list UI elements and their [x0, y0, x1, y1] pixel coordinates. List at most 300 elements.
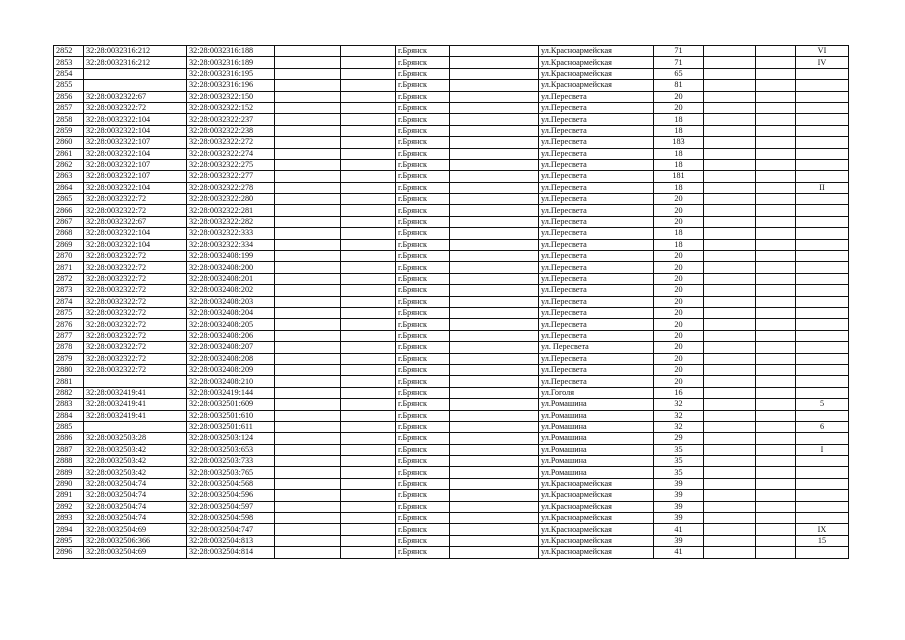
- table-row: [54, 490, 849, 501]
- table-row: [54, 159, 849, 170]
- empty-cell: [450, 46, 539, 57]
- cadastral-number-2: 32:28:0032322:280: [187, 194, 275, 205]
- empty-cell: [450, 524, 539, 535]
- cadastral-number-1: 32:28:0032504:74: [84, 501, 187, 512]
- street-cell: ул.Красноармейская: [539, 46, 654, 57]
- table-row: [54, 421, 849, 432]
- table-row: [54, 228, 849, 239]
- house-number-cell: 18: [654, 114, 704, 125]
- empty-cell: [756, 262, 796, 273]
- table-row: [54, 307, 849, 318]
- table-row: [54, 399, 849, 410]
- table-row: [54, 296, 849, 307]
- note-cell: [796, 364, 849, 375]
- empty-cell: [275, 194, 341, 205]
- cadastral-number-1: 32:28:0032322:107: [84, 159, 187, 170]
- empty-cell: [275, 421, 341, 432]
- empty-cell: [450, 399, 539, 410]
- note-cell: [796, 376, 849, 387]
- note-cell: [796, 262, 849, 273]
- empty-cell: [275, 399, 341, 410]
- empty-cell: [341, 216, 396, 227]
- empty-cell: [275, 364, 341, 375]
- house-number-cell: 18: [654, 228, 704, 239]
- empty-cell: [275, 216, 341, 227]
- empty-cell: [450, 501, 539, 512]
- note-cell: [796, 228, 849, 239]
- note-cell: [796, 330, 849, 341]
- empty-cell: [756, 467, 796, 478]
- row-number: 2879: [54, 353, 84, 364]
- city-cell: г.Брянск: [396, 421, 450, 432]
- empty-cell: [450, 285, 539, 296]
- note-cell: [796, 547, 849, 558]
- house-number-cell: 20: [654, 342, 704, 353]
- empty-cell: [704, 171, 756, 182]
- table-row: [54, 547, 849, 558]
- cadastral-number-2: 32:28:0032501:610: [187, 410, 275, 421]
- empty-cell: [450, 57, 539, 68]
- city-cell: г.Брянск: [396, 239, 450, 250]
- cadastral-number-2: 32:28:0032322:238: [187, 125, 275, 136]
- street-cell: ул.Гоголя: [539, 387, 654, 398]
- city-cell: г.Брянск: [396, 182, 450, 193]
- empty-cell: [756, 478, 796, 489]
- street-cell: ул.Пересвета: [539, 296, 654, 307]
- row-number: 2873: [54, 285, 84, 296]
- cadastral-number-2: 32:28:0032408:205: [187, 319, 275, 330]
- cadastral-number-1: 32:28:0032322:72: [84, 205, 187, 216]
- street-cell: ул.Ромашина: [539, 399, 654, 410]
- note-cell: [796, 410, 849, 421]
- row-number: 2877: [54, 330, 84, 341]
- note-cell: [796, 501, 849, 512]
- city-cell: г.Брянск: [396, 159, 450, 170]
- note-cell: [796, 478, 849, 489]
- empty-cell: [275, 251, 341, 262]
- cadastral-number-1: 32:28:0032322:72: [84, 330, 187, 341]
- empty-cell: [704, 228, 756, 239]
- cadastral-number-2: 32:28:0032408:200: [187, 262, 275, 273]
- note-cell: IV: [796, 57, 849, 68]
- empty-cell: [341, 194, 396, 205]
- empty-cell: [756, 159, 796, 170]
- cadastral-number-2: 32:28:0032322:333: [187, 228, 275, 239]
- empty-cell: [450, 478, 539, 489]
- empty-cell: [341, 319, 396, 330]
- street-cell: ул.Ромашина: [539, 433, 654, 444]
- row-number: 2880: [54, 364, 84, 375]
- empty-cell: [275, 102, 341, 113]
- row-number: 2863: [54, 171, 84, 182]
- empty-cell: [450, 137, 539, 148]
- house-number-cell: 20: [654, 319, 704, 330]
- city-cell: г.Брянск: [396, 46, 450, 57]
- house-number-cell: 41: [654, 547, 704, 558]
- house-number-cell: 18: [654, 125, 704, 136]
- city-cell: г.Брянск: [396, 91, 450, 102]
- empty-cell: [341, 490, 396, 501]
- empty-cell: [450, 410, 539, 421]
- cadastral-number-2: 32:28:0032322:274: [187, 148, 275, 159]
- empty-cell: [341, 262, 396, 273]
- empty-cell: [756, 524, 796, 535]
- empty-cell: [275, 171, 341, 182]
- table-row: [54, 80, 849, 91]
- empty-cell: [450, 148, 539, 159]
- table-row: [54, 513, 849, 524]
- empty-cell: [275, 296, 341, 307]
- note-cell: [796, 102, 849, 113]
- row-number: 2876: [54, 319, 84, 330]
- city-cell: г.Брянск: [396, 353, 450, 364]
- row-number: 2866: [54, 205, 84, 216]
- empty-cell: [704, 376, 756, 387]
- empty-cell: [275, 535, 341, 546]
- house-number-cell: 35: [654, 444, 704, 455]
- row-number: 2893: [54, 513, 84, 524]
- empty-cell: [450, 171, 539, 182]
- house-number-cell: 20: [654, 205, 704, 216]
- street-cell: ул.Красноармейская: [539, 524, 654, 535]
- table-row: [54, 467, 849, 478]
- house-number-cell: 181: [654, 171, 704, 182]
- empty-cell: [275, 46, 341, 57]
- cadastral-number-2: 32:28:0032322:152: [187, 102, 275, 113]
- cadastral-number-1: 32:28:0032504:74: [84, 490, 187, 501]
- note-cell: [796, 387, 849, 398]
- empty-cell: [756, 433, 796, 444]
- city-cell: г.Брянск: [396, 478, 450, 489]
- street-cell: ул.Красноармейская: [539, 513, 654, 524]
- street-cell: ул.Пересвета: [539, 114, 654, 125]
- empty-cell: [450, 444, 539, 455]
- empty-cell: [756, 91, 796, 102]
- empty-cell: [450, 547, 539, 558]
- row-number: 2860: [54, 137, 84, 148]
- row-number: 2881: [54, 376, 84, 387]
- house-number-cell: 16: [654, 387, 704, 398]
- empty-cell: [341, 478, 396, 489]
- empty-cell: [756, 421, 796, 432]
- empty-cell: [450, 239, 539, 250]
- cadastral-number-1: 32:28:0032322:104: [84, 114, 187, 125]
- empty-cell: [756, 46, 796, 57]
- note-cell: [796, 125, 849, 136]
- cadastral-number-2: 32:28:0032408:208: [187, 353, 275, 364]
- note-cell: [796, 159, 849, 170]
- empty-cell: [275, 273, 341, 284]
- empty-cell: [450, 319, 539, 330]
- cadastral-number-2: 32:28:0032408:199: [187, 251, 275, 262]
- cadastral-number-1: 32:28:0032504:69: [84, 547, 187, 558]
- empty-cell: [756, 80, 796, 91]
- empty-cell: [756, 68, 796, 79]
- empty-cell: [275, 353, 341, 364]
- empty-cell: [704, 399, 756, 410]
- city-cell: г.Брянск: [396, 444, 450, 455]
- cadastral-number-2: 32:28:0032503:733: [187, 456, 275, 467]
- empty-cell: [704, 307, 756, 318]
- cadastral-number-1: 32:28:0032316:212: [84, 46, 187, 57]
- note-cell: II: [796, 182, 849, 193]
- city-cell: г.Брянск: [396, 228, 450, 239]
- empty-cell: [275, 228, 341, 239]
- cadastral-number-2: 32:28:0032322:275: [187, 159, 275, 170]
- table-row: [54, 46, 849, 57]
- cadastral-number-1: 32:28:0032504:69: [84, 524, 187, 535]
- empty-cell: [756, 319, 796, 330]
- empty-cell: [450, 125, 539, 136]
- note-cell: I: [796, 444, 849, 455]
- empty-cell: [341, 125, 396, 136]
- city-cell: г.Брянск: [396, 102, 450, 113]
- empty-cell: [450, 228, 539, 239]
- table-row: [54, 535, 849, 546]
- cadastral-number-2: 32:28:0032322:272: [187, 137, 275, 148]
- empty-cell: [341, 68, 396, 79]
- empty-cell: [756, 273, 796, 284]
- note-cell: [796, 456, 849, 467]
- cadastral-number-2: 32:28:0032408:206: [187, 330, 275, 341]
- empty-cell: [450, 182, 539, 193]
- empty-cell: [704, 194, 756, 205]
- cadastral-number-2: 32:28:0032419:144: [187, 387, 275, 398]
- city-cell: г.Брянск: [396, 68, 450, 79]
- empty-cell: [756, 194, 796, 205]
- empty-cell: [341, 467, 396, 478]
- empty-cell: [704, 239, 756, 250]
- table-row: [54, 410, 849, 421]
- house-number-cell: 41: [654, 524, 704, 535]
- table-row: [54, 501, 849, 512]
- note-cell: [796, 353, 849, 364]
- street-cell: ул.Пересвета: [539, 273, 654, 284]
- empty-cell: [704, 501, 756, 512]
- empty-cell: [704, 547, 756, 558]
- note-cell: [796, 137, 849, 148]
- table-row: [54, 194, 849, 205]
- empty-cell: [341, 330, 396, 341]
- house-number-cell: 20: [654, 251, 704, 262]
- empty-cell: [756, 102, 796, 113]
- house-number-cell: 20: [654, 194, 704, 205]
- empty-cell: [704, 490, 756, 501]
- empty-cell: [704, 262, 756, 273]
- table-row: [54, 330, 849, 341]
- house-number-cell: 39: [654, 490, 704, 501]
- empty-cell: [275, 410, 341, 421]
- row-number: 2895: [54, 535, 84, 546]
- cadastral-number-2: 32:28:0032322:277: [187, 171, 275, 182]
- empty-cell: [341, 57, 396, 68]
- cadastral-number-2: 32:28:0032501:609: [187, 399, 275, 410]
- table-row: [54, 376, 849, 387]
- street-cell: ул.Красноармейская: [539, 80, 654, 91]
- cadastral-number-2: 32:28:0032503:653: [187, 444, 275, 455]
- table-row: [54, 353, 849, 364]
- empty-cell: [275, 478, 341, 489]
- row-number: 2871: [54, 262, 84, 273]
- cadastral-number-1: 32:28:0032322:72: [84, 296, 187, 307]
- cadastral-number-2: 32:28:0032504:568: [187, 478, 275, 489]
- cadastral-number-2: 32:28:0032504:747: [187, 524, 275, 535]
- row-number: 2885: [54, 421, 84, 432]
- row-number: 2886: [54, 433, 84, 444]
- row-number: 2854: [54, 68, 84, 79]
- table-row: [54, 137, 849, 148]
- empty-cell: [704, 535, 756, 546]
- row-number: 2894: [54, 524, 84, 535]
- empty-cell: [275, 490, 341, 501]
- empty-cell: [450, 342, 539, 353]
- table-row: [54, 114, 849, 125]
- empty-cell: [341, 364, 396, 375]
- street-cell: ул.Пересвета: [539, 262, 654, 273]
- empty-cell: [704, 524, 756, 535]
- cadastral-number-2: 32:28:0032503:765: [187, 467, 275, 478]
- table-row: [54, 342, 849, 353]
- empty-cell: [341, 91, 396, 102]
- street-cell: ул.Пересвета: [539, 364, 654, 375]
- empty-cell: [275, 114, 341, 125]
- empty-cell: [756, 513, 796, 524]
- row-number: 2868: [54, 228, 84, 239]
- street-cell: ул.Красноармейская: [539, 57, 654, 68]
- empty-cell: [704, 159, 756, 170]
- house-number-cell: 71: [654, 57, 704, 68]
- note-cell: [796, 319, 849, 330]
- note-cell: [796, 216, 849, 227]
- note-cell: [796, 171, 849, 182]
- empty-cell: [756, 547, 796, 558]
- cadastral-number-2: 32:28:0032408:202: [187, 285, 275, 296]
- table-row: [54, 216, 849, 227]
- cadastral-number-1: 32:28:0032506:366: [84, 535, 187, 546]
- cadastral-number-1: 32:28:0032322:72: [84, 194, 187, 205]
- empty-cell: [704, 364, 756, 375]
- cadastral-number-1: 32:28:0032322:72: [84, 262, 187, 273]
- empty-cell: [756, 342, 796, 353]
- note-cell: [796, 296, 849, 307]
- note-cell: [796, 239, 849, 250]
- cadastral-number-2: 32:28:0032322:150: [187, 91, 275, 102]
- street-cell: ул.Красноармейская: [539, 478, 654, 489]
- house-number-cell: 18: [654, 239, 704, 250]
- empty-cell: [275, 376, 341, 387]
- row-number: 2891: [54, 490, 84, 501]
- cadastral-number-2: 32:28:0032408:210: [187, 376, 275, 387]
- row-number: 2861: [54, 148, 84, 159]
- cadastral-number-1: 32:28:0032503:28: [84, 433, 187, 444]
- street-cell: ул.Пересвета: [539, 102, 654, 113]
- cadastral-number-1: [84, 376, 187, 387]
- city-cell: г.Брянск: [396, 251, 450, 262]
- cadastral-number-1: 32:28:0032322:104: [84, 125, 187, 136]
- row-number: 2882: [54, 387, 84, 398]
- house-number-cell: 18: [654, 159, 704, 170]
- row-number: 2896: [54, 547, 84, 558]
- empty-cell: [341, 524, 396, 535]
- empty-cell: [704, 273, 756, 284]
- empty-cell: [450, 490, 539, 501]
- note-cell: [796, 148, 849, 159]
- empty-cell: [275, 501, 341, 512]
- cadastral-number-1: 32:28:0032503:42: [84, 467, 187, 478]
- empty-cell: [704, 148, 756, 159]
- table-row: [54, 433, 849, 444]
- empty-cell: [704, 205, 756, 216]
- house-number-cell: 20: [654, 296, 704, 307]
- row-number: 2889: [54, 467, 84, 478]
- empty-cell: [756, 353, 796, 364]
- cadastral-number-1: 32:28:0032503:42: [84, 456, 187, 467]
- cadastral-number-2: 32:28:0032408:201: [187, 273, 275, 284]
- city-cell: г.Брянск: [396, 501, 450, 512]
- cadastral-number-1: 32:28:0032503:42: [84, 444, 187, 455]
- street-cell: ул.Красноармейская: [539, 68, 654, 79]
- empty-cell: [756, 535, 796, 546]
- street-cell: ул.Пересвета: [539, 239, 654, 250]
- table-row: [54, 478, 849, 489]
- empty-cell: [756, 387, 796, 398]
- empty-cell: [704, 68, 756, 79]
- house-number-cell: 39: [654, 501, 704, 512]
- empty-cell: [704, 114, 756, 125]
- house-number-cell: 71: [654, 46, 704, 57]
- note-cell: [796, 513, 849, 524]
- city-cell: г.Брянск: [396, 80, 450, 91]
- empty-cell: [450, 114, 539, 125]
- empty-cell: [341, 182, 396, 193]
- street-cell: ул.Красноармейская: [539, 535, 654, 546]
- row-number: 2862: [54, 159, 84, 170]
- empty-cell: [341, 251, 396, 262]
- empty-cell: [275, 239, 341, 250]
- empty-cell: [450, 421, 539, 432]
- empty-cell: [704, 410, 756, 421]
- table-row: [54, 262, 849, 273]
- house-number-cell: 20: [654, 216, 704, 227]
- empty-cell: [450, 194, 539, 205]
- house-number-cell: 18: [654, 148, 704, 159]
- city-cell: г.Брянск: [396, 205, 450, 216]
- cadastral-number-1: 32:28:0032322:72: [84, 251, 187, 262]
- city-cell: г.Брянск: [396, 330, 450, 341]
- table-row: [54, 205, 849, 216]
- street-cell: ул.Пересвета: [539, 330, 654, 341]
- house-number-cell: 20: [654, 364, 704, 375]
- empty-cell: [275, 262, 341, 273]
- row-number: 2858: [54, 114, 84, 125]
- cadastral-number-2: 32:28:0032322:278: [187, 182, 275, 193]
- house-number-cell: 65: [654, 68, 704, 79]
- empty-cell: [275, 307, 341, 318]
- empty-cell: [704, 433, 756, 444]
- empty-cell: [341, 102, 396, 113]
- empty-cell: [704, 330, 756, 341]
- empty-cell: [341, 456, 396, 467]
- city-cell: г.Брянск: [396, 125, 450, 136]
- empty-cell: [450, 353, 539, 364]
- table-row: [54, 57, 849, 68]
- empty-cell: [450, 364, 539, 375]
- empty-cell: [756, 444, 796, 455]
- empty-cell: [275, 444, 341, 455]
- table-row: [54, 125, 849, 136]
- empty-cell: [341, 433, 396, 444]
- empty-cell: [275, 57, 341, 68]
